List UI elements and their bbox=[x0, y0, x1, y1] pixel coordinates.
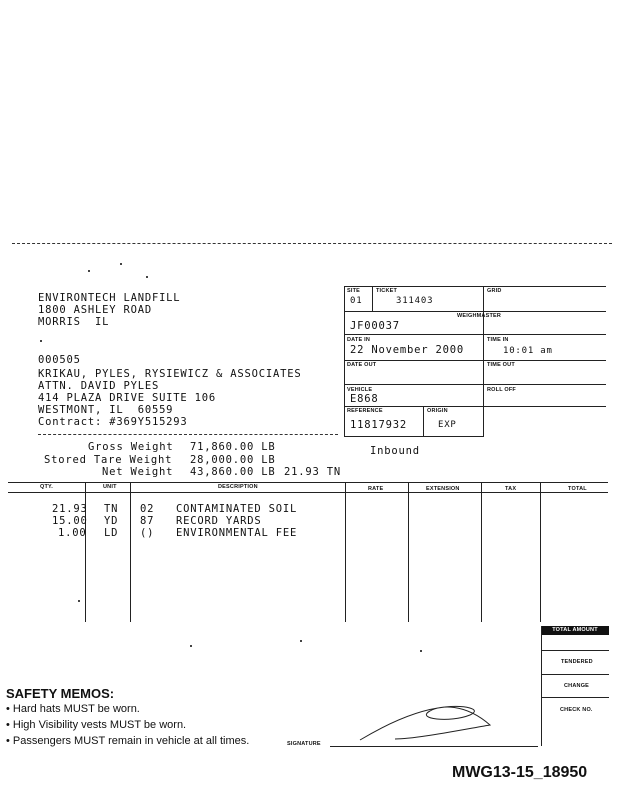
origin-value: EXP bbox=[438, 420, 457, 430]
weighmaster-label: WEIGHMASTER bbox=[457, 313, 502, 319]
safety-item-vests: • High Visibility vests MUST be worn. bbox=[6, 719, 187, 731]
col-unit-header: UNIT bbox=[103, 484, 117, 490]
tare-weight-label: Stored Tare Weight bbox=[44, 454, 173, 466]
time-out-label: TIME OUT bbox=[487, 362, 515, 368]
time-in-value: 10:01 am bbox=[503, 346, 553, 356]
company-name: ENVIRONTECH LANDFILL bbox=[38, 292, 181, 304]
row-code: 87 bbox=[140, 515, 155, 527]
gross-weight-value: 71,860.00 LB bbox=[190, 441, 276, 453]
date-in-label: DATE IN bbox=[347, 337, 370, 343]
scan-speck bbox=[300, 640, 302, 642]
reference-value: 11817932 bbox=[350, 419, 407, 431]
row-unit: TN bbox=[104, 503, 119, 515]
customer-id: 000505 bbox=[38, 354, 81, 366]
scan-speck bbox=[146, 276, 148, 278]
col-description-header: DESCRIPTION bbox=[218, 484, 258, 490]
col-extension-header: EXTENSION bbox=[426, 486, 460, 492]
scan-speck bbox=[420, 650, 422, 652]
net-weight-tons: 21.93 TN bbox=[284, 466, 341, 478]
vehicle-value: E868 bbox=[350, 393, 379, 405]
safety-title: SAFETY MEMOS: bbox=[6, 686, 115, 701]
customer-name: KRIKAU, PYLES, RYSIEWICZ & ASSOCIATES bbox=[38, 368, 302, 380]
company-address-1: 1800 ASHLEY ROAD bbox=[38, 304, 152, 316]
gross-weight-label: Gross Weight bbox=[88, 441, 174, 453]
date-in-value: 22 November 2000 bbox=[350, 344, 464, 356]
site-label: SITE bbox=[347, 288, 361, 294]
ticket-label: TICKET bbox=[376, 288, 398, 294]
scan-speck bbox=[120, 263, 122, 265]
top-dashed-edge bbox=[12, 243, 612, 244]
check-no-label: CHECK NO. bbox=[560, 707, 593, 713]
tendered-label: TENDERED bbox=[561, 659, 593, 665]
tare-weight-value: 28,000.00 LB bbox=[190, 454, 276, 466]
row-unit: LD bbox=[104, 527, 119, 539]
weighmaster-value: JF00037 bbox=[350, 320, 400, 332]
col-tax-header: TAX bbox=[505, 486, 517, 492]
change-label: CHANGE bbox=[564, 683, 590, 689]
net-weight-label: Net Weight bbox=[102, 466, 174, 478]
row-description: CONTAMINATED SOIL bbox=[176, 503, 298, 515]
signature-scribble bbox=[355, 695, 495, 745]
customer-contract: Contract: #369Y515293 bbox=[38, 416, 188, 428]
net-weight-value: 43,860.00 LB bbox=[190, 466, 276, 478]
scan-speck bbox=[88, 270, 90, 272]
total-amount-label: TOTAL AMOUNT bbox=[541, 626, 609, 635]
row-qty: 21.93 bbox=[52, 503, 88, 515]
col-total-header: TOTAL bbox=[568, 486, 587, 492]
scan-speck bbox=[40, 340, 42, 342]
scan-speck bbox=[78, 600, 80, 602]
row-qty: 15.00 bbox=[52, 515, 88, 527]
safety-item-hard-hats: • Hard hats MUST be worn. bbox=[6, 703, 140, 715]
row-qty: 1.00 bbox=[58, 527, 87, 539]
inbound-status: Inbound bbox=[370, 445, 420, 457]
date-out-label: DATE OUT bbox=[347, 362, 377, 368]
safety-item-passengers: • Passengers MUST remain in vehicle at all times. bbox=[6, 735, 250, 747]
origin-label: ORIGIN bbox=[427, 408, 448, 414]
weights-separator bbox=[38, 434, 338, 435]
document-code: MWG13-15_18950 bbox=[452, 764, 588, 781]
row-description: ENVIRONMENTAL FEE bbox=[176, 527, 298, 539]
customer-attn: ATTN. DAVID PYLES bbox=[38, 380, 160, 392]
col-rate-header: RATE bbox=[368, 486, 384, 492]
signature-line bbox=[330, 746, 538, 747]
reference-label: REFERENCE bbox=[347, 408, 383, 414]
row-code: () bbox=[140, 527, 155, 539]
time-in-label: TIME IN bbox=[487, 337, 509, 343]
roll-off-label: ROLL OFF bbox=[487, 387, 516, 393]
signature-label: SIGNATURE bbox=[287, 741, 321, 747]
customer-address-2: WESTMONT, IL 60559 bbox=[38, 404, 174, 416]
row-unit: YD bbox=[104, 515, 119, 527]
site-value: 01 bbox=[350, 296, 363, 306]
customer-address-1: 414 PLAZA DRIVE SUITE 106 bbox=[38, 392, 217, 404]
scan-speck bbox=[190, 645, 192, 647]
vehicle-label: VEHICLE bbox=[347, 387, 373, 393]
grid-label: GRID bbox=[487, 288, 502, 294]
row-code: 02 bbox=[140, 503, 155, 515]
company-address-2: MORRIS IL bbox=[38, 316, 110, 328]
ticket-value: 311403 bbox=[396, 296, 434, 306]
row-description: RECORD YARDS bbox=[176, 515, 262, 527]
col-qty-header: QTY. bbox=[40, 484, 54, 490]
